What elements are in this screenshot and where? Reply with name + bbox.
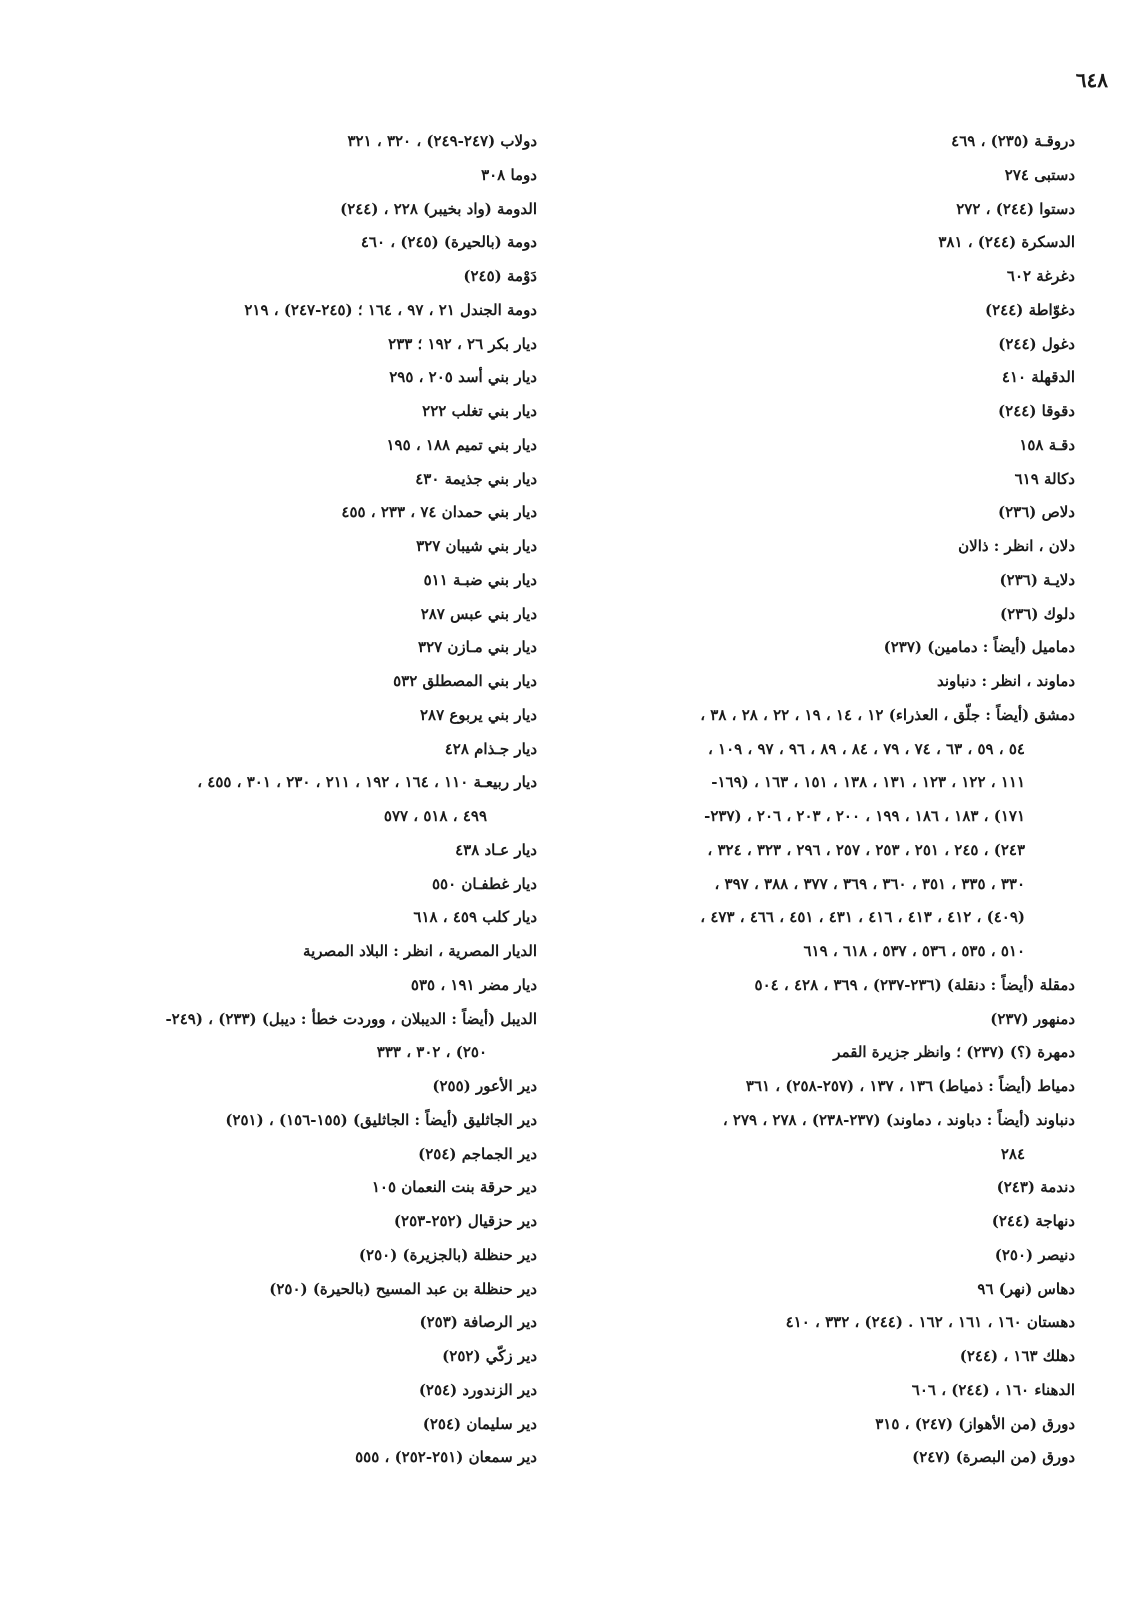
index-entry: الديبل (أيضاً : الديبلان ، ووردت خطأ : ديبل) (٢٣٣) ، (٢٤٩- (165, 1009, 537, 1028)
index-entry: الدسكرة (٢٤٤) ، ٣٨١ (938, 233, 1075, 252)
index-entry-continuation: ٥١٠ ، ٥٣٥ ، ٥٣٦ ، ٥٣٧ ، ٦١٨ ، ٦١٩ (803, 942, 1025, 960)
index-entry: دمهرة (؟) (٢٣٧) ؛ وانظر جزيرة القمر (833, 1043, 1075, 1062)
index-entry: دلان ، انظر : ذالان (958, 537, 1075, 555)
index-entry: دنباوند (أيضاً : دباوند ، دماوند) (٢٣٧-٢٣٨) ، ٢٧٨ ، ٢٧٩ ، (722, 1110, 1075, 1129)
index-entry: دروقـة (٢٣٥) ، ٤٦٩ (951, 132, 1075, 150)
page-number: ٦٤٨ (1075, 68, 1108, 92)
index-entry: دهاس (نهر) ٩٦ (977, 1279, 1075, 1298)
index-entry: دماوند ، انظر : دنباوند (936, 672, 1075, 690)
index-entry: الديار المصرية ، انظر : البلاد المصرية (303, 942, 537, 960)
index-entry: دَوْمة (٢٤٥) (463, 267, 537, 285)
index-entry: ديار بني تميم ١٨٨ ، ١٩٥ (386, 435, 537, 454)
index-entry: دلاص (٢٣٦) (998, 503, 1075, 522)
index-entry: دمقلة (أيضاً : دنقلة) (٢٣٦-٢٣٧) ، ٣٦٩ ، ٤٢٨ ، ٥٠٤ (754, 975, 1075, 994)
index-entry: دمشق (أيضاً : جلّق ، العذراء) ١٢ ، ١٤ ، ١٩ ، ٢٢ ، ٢٨ ، ٣٨ ، (700, 705, 1075, 724)
index-entry: دير زكّي (٢٥٢) (442, 1347, 537, 1365)
index-entry-continuation: ٤٩٩ ، ٥١٨ ، ٥٧٧ (383, 807, 487, 825)
index-entry: ديار جـذام ٤٢٨ (444, 739, 537, 758)
index-entry: دلايـة (٢٣٦) (999, 570, 1075, 589)
index-entry: دلوك (٢٣٦) (1000, 604, 1075, 623)
index-entry: دوما ٣٠٨ (481, 165, 537, 184)
index-entry: دير حزقيال (٢٥٢-٢٥٣) (393, 1212, 537, 1230)
index-entry: الدهناء ١٦٠ ، (٢٤٤) ، ٦٠٦ (911, 1380, 1075, 1399)
index-entry: ديار بني مـازن ٣٢٧ (418, 638, 537, 657)
index-entry: دير سمعان (٢٥١-٢٥٢) ، ٥٥٥ (355, 1448, 537, 1467)
index-entry: ديار بني أسد ٢٠٥ ، ٢٩٥ (389, 368, 537, 387)
index-entry-continuation: ٥٤ ، ٥٩ ، ٦٣ ، ٧٤ ، ٧٩ ، ٨٤ ، ٨٩ ، ٩٦ ، ٩٧ ، ١٠٩ ، (707, 739, 1025, 758)
index-entry: دنهاجة (٢٤٤) (991, 1212, 1075, 1230)
index-entry: دهلك ١٦٣ ، (٢٤٤) (959, 1347, 1075, 1365)
index-entry: دمياط (أيضاً : ذمياط) ١٣٦ ، ١٣٧ ، (٢٥٧-٢٥٨) ، ٣٦١ (745, 1077, 1075, 1095)
index-entry: دير الرصافة (٢٥٣) (419, 1313, 537, 1332)
index-entry-continuation: ٢٨٤ (1000, 1144, 1025, 1163)
index-entry: ديار بني حمدان ٧٤ ، ٢٣٣ ، ٤٥٥ (341, 503, 537, 522)
index-entry: ديار بني عبس ٢٨٧ (420, 604, 537, 623)
index-entry: دومة الجندل ٢١ ، ٩٧ ، ١٦٤ ؛ (٢٤٥-٢٤٧) ، ٢١٩ (244, 300, 537, 319)
index-entry: ديار بني يربوع ٢٨٧ (419, 705, 537, 724)
index-entry: دهستان ١٦٠ ، ١٦١ ، ١٦٢ . (٢٤٤) ، ٣٣٢ ، ٤١٠ (785, 1313, 1075, 1332)
index-entry: ديار بني ضبـة ٥١١ (423, 570, 537, 589)
index-entry: ديار بني المصطلق ٥٣٢ (393, 672, 537, 690)
index-entry: دير حنظلة (بالجزيرة) (٢٥٠) (358, 1245, 537, 1264)
index-entry: دندمة (٢٤٣) (996, 1178, 1075, 1197)
index-entry: دمنهور (٢٣٧) (990, 1009, 1075, 1028)
index-entry-continuation: ٢٤٣) ، ٢٤٥ ، ٢٥١ ، ٢٥٣ ، ٢٥٧ ، ٢٩٦ ، ٣٢٣ ، ٣٢٤ ، (707, 840, 1025, 859)
index-entry: ديار بكر ٢٦ ، ١٩٢ ؛ ٢٣٣ (388, 334, 537, 353)
index-entry: دورق (من الأهواز) (٢٤٧) ، ٣١٥ (875, 1414, 1075, 1433)
index-entry-continuation: ١١١ ، ١٢٢ ، ١٢٣ ، ١٣١ ، ١٣٨ ، ١٥١ ، ١٦٣ ، (١٦٩- (711, 773, 1025, 792)
index-entry-continuation: ١٧١) ، ١٨٣ ، ١٨٦ ، ١٩٩ ، ٢٠٠ ، ٢٠٣ ، ٢٠٦ ، (٢٣٧- (704, 807, 1025, 825)
index-entry: دير الجماجم (٢٥٤) (418, 1144, 537, 1163)
index-entry: دغرغة ٦٠٢ (1006, 267, 1075, 285)
index-entry: الدقهلة ٤١٠ (1001, 368, 1075, 387)
index-entry: دير الأعور (٢٥٥) (432, 1077, 537, 1095)
index-entry: دغول (٢٤٤) (998, 334, 1075, 353)
index-entry: دقوقا (٢٤٤) (998, 402, 1075, 420)
index-entry-continuation: ٣٣٠ ، ٣٣٥ ، ٣٥١ ، ٣٦٠ ، ٣٦٩ ، ٣٧٧ ، ٣٨٨ ، ٣٩٧ ، (714, 874, 1025, 893)
index-entry: دغوّاطة (٢٤٤) (984, 300, 1075, 319)
index-entry: دير سليمان (٢٥٤) (422, 1414, 537, 1433)
index-entry: ديار كلب ٤٥٩ ، ٦١٨ (413, 908, 537, 927)
index-entry: دير الزندورد (٢٥٤) (418, 1380, 537, 1399)
index-entry: دومة (بالحيرة) (٢٤٥) ، ٤٦٠ (360, 233, 537, 252)
index-entry: ديار ربيعـة ١١٠ ، ١٦٤ ، ١٩٢ ، ٢١١ ، ٢٣٠ ، ٣٠١ ، ٤٥٥ ، (197, 773, 537, 792)
index-entry: دير الجاثليق (أيضاً : الجاثليق) (١٥٥-١٥٦) ، (٢٥١) (225, 1110, 537, 1129)
index-entry: ديار بني تغلب ٢٢٢ (422, 402, 537, 420)
index-entry: دورق (من البصرة) (٢٤٧) (912, 1448, 1075, 1467)
index-entry: دماميل (أيضاً : دمامين) (٢٣٧) (883, 638, 1075, 657)
right-index-column (535, 125, 1075, 1475)
index-entry: ديار غطفـان ٥٥٠ (431, 874, 537, 893)
index-entry: ديار عـاد ٤٣٨ (455, 840, 537, 859)
index-entry: دنيصر (٢٥٠) (994, 1245, 1075, 1264)
index-entry-continuation: (٤٠٩) ، ٤١٢ ، ٤١٣ ، ٤١٦ ، ٤٣١ ، ٤٥١ ، ٤٦٦ ، ٤٧٣ ، (700, 908, 1025, 927)
index-entry: دولاب (٢٤٧-٢٤٩) ، ٣٢٠ ، ٣٢١ (347, 132, 537, 150)
index-entry: ديار بني شيبان ٣٢٧ (416, 537, 537, 555)
index-entry: ديار بني جذيمة ٤٣٠ (415, 469, 537, 488)
index-entry: دستبى ٢٧٤ (1004, 165, 1075, 184)
left-index-column (0, 125, 537, 1475)
index-entry: دير حنظلة بن عبد المسيح (بالحيرة) (٢٥٠) (269, 1279, 537, 1298)
index-entry: دستوا (٢٤٤) ، ٢٧٢ (956, 199, 1075, 218)
index-entry-continuation: ٢٥٠) ، ٣٠٢ ، ٣٣٣ (376, 1043, 487, 1062)
index-entry: ديار مضر ١٩١ ، ٥٣٥ (410, 975, 537, 994)
index-entry: دقـة ١٥٨ (1019, 435, 1075, 454)
index-entry: دير حرقة بنت النعمان ١٠٥ (371, 1178, 537, 1197)
index-entry: دكالة ٦١٩ (1014, 469, 1075, 488)
index-entry: الدومة (واد بخيبر) ٢٢٨ ، (٢٤٤) (340, 199, 537, 218)
